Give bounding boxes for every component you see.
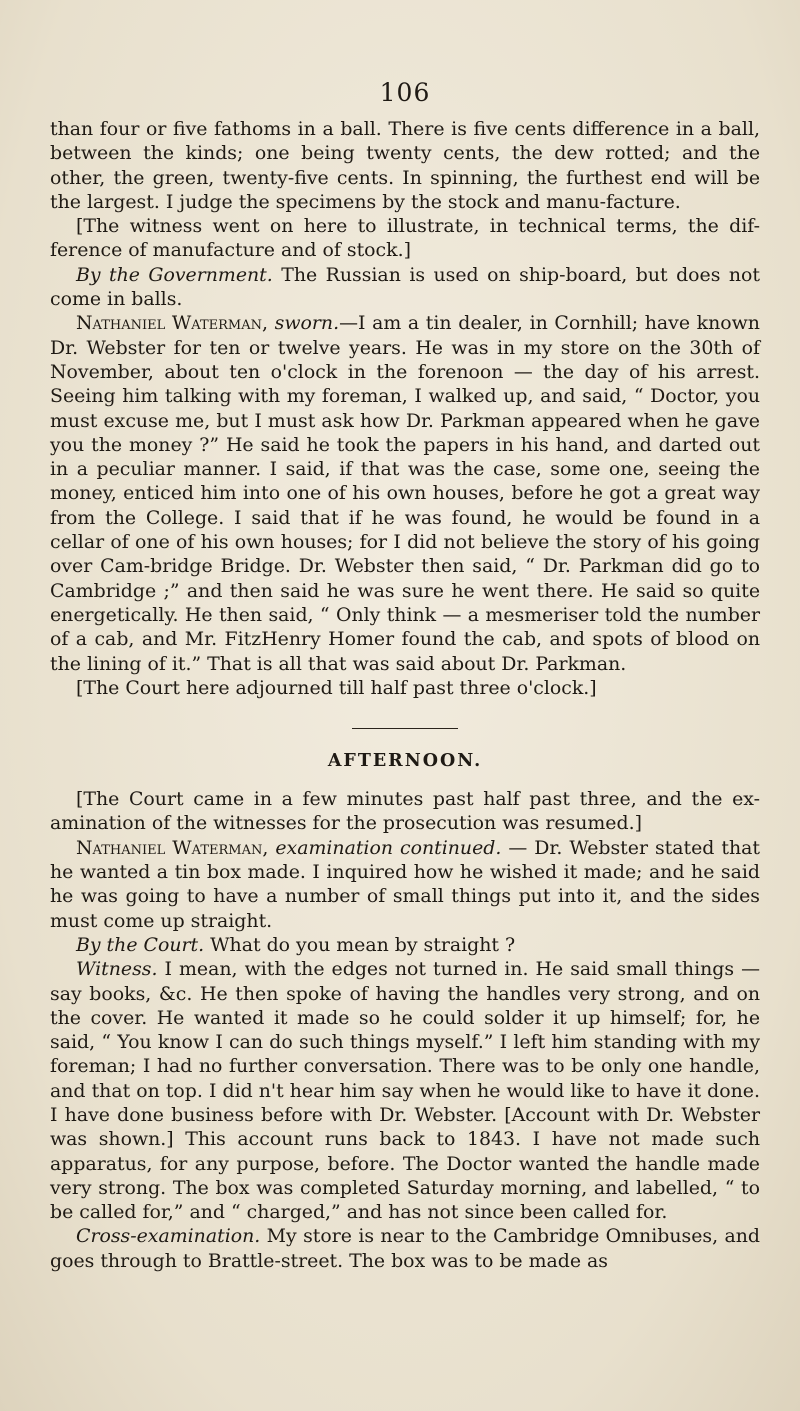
section-divider xyxy=(352,728,458,729)
paragraph-by-court xyxy=(50,933,760,957)
paragraph-text: —I am a tin dealer, in Cornhill; have known Dr. Webster for ten or twelve years. He was in my store on the 30th of November, about ten o'clock in the forenoon — the day of his arrest. Seeing him talking with my foreman, I walked up, and said, “ Doctor, you must excuse me, but I must ask how Dr. Parkman appeared when he gave you the money ?” He said he took the papers in his hand, and darted out in a peculiar manner. I said, if that was the case, some one, seeing the money, enticed him into one of his own houses, before he got a great way from the College. I said that if he was found, he would be found in a cellar of one of his own houses; for I did not believe the story of his going over Cam-bridge Bridge. Dr. Webster then said, “ Dr. Parkman did go to Cambridge ;” and then said he was sure he went there. He said so quite energetically. He then said, “ Only think — a mesmeriser told the number of a cab, and Mr. FitzHenry Homer found the cab, and spots of blood on the lining of it.” That is all that was said about Dr. Parkman. xyxy=(50,312,760,675)
paragraph-waterman-continued xyxy=(50,836,760,933)
section-heading: AFTERNOON. xyxy=(327,751,483,772)
page-number: 106 xyxy=(379,78,431,107)
paragraph-adjourned xyxy=(50,676,760,700)
paragraph-text: I mean, with the edges not turned in. He said small things — say books, &c. He then spoke of having the handles very strong, and on the cover. He wanted it made so he could solder it up himself; for, he said, “ You know I can do such things myself.” I left him standing with my foreman; I had no further conversation. There was to be only one handle, and that on top. I did n't hear him say when he would like to have it done. I have done business before with Dr. Webster. [Account with Dr. Webster was shown.] This account runs back to 1843. I have not made such apparatus, for any purpose, before. The Doctor wanted the handle made very strong. The box was completed Saturday morning, and labelled, “ to be called for,” and “ charged,” and has not since been called for. xyxy=(50,958,760,1224)
speaker-label: Cross-examination. xyxy=(76,1225,261,1248)
paragraph-cross-examination xyxy=(50,1224,760,1273)
paragraph-government xyxy=(50,263,760,312)
witness-name: Nathaniel Waterman, xyxy=(76,312,268,335)
speaker-label: By the Court. xyxy=(76,933,205,956)
paragraph-court-resumed xyxy=(50,787,760,836)
paragraph-text: [The witness went on here to illustrate, in technical terms, the dif-ference of manufacture and of stock.] xyxy=(50,215,760,262)
paragraph-text: My store is near to the Cambridge Omnibuses, and goes through to Brattle-street. The box was to be made as xyxy=(50,1225,760,1272)
paragraph-bracket-note xyxy=(50,214,760,263)
paragraph-text: [The Court here adjourned till half past three o'clock.] xyxy=(76,676,597,699)
witness-role: sworn. xyxy=(274,312,340,335)
paragraph-text: The Russian is used on ship-board, but does not come in balls. xyxy=(50,263,760,311)
witness-role: examination continued. xyxy=(275,836,502,859)
paragraph-opening xyxy=(50,117,760,214)
paragraph-text: than four or five fathoms in a ball. There is five cents difference in a ball, between the kinds; one being twenty cents, the dew rotted; and the other, the green, twenty-five cents. In spinning, the furthest end will be the largest. I judge the specimens by the stock and manu-facture. xyxy=(50,118,760,213)
paragraph-text: [The Court came in a few minutes past half past three, and the ex-amination of the witnesses for the prosecution was resumed.] xyxy=(50,788,760,835)
witness-name: Nathaniel Waterman, xyxy=(76,836,269,859)
paragraph-witness xyxy=(50,957,760,1224)
paragraph-text: — Dr. Webster stated that he wanted a tin box made. I inquired how he wished it made; and he said he was going to have a number of small things put into it, and the sides must come up straight. xyxy=(50,836,760,932)
paragraph-waterman-sworn xyxy=(50,311,760,675)
speaker-label: By the Government. xyxy=(76,263,273,286)
speaker-label: Witness. xyxy=(76,958,158,981)
paragraph-text: What do you mean by straight ? xyxy=(204,933,516,956)
